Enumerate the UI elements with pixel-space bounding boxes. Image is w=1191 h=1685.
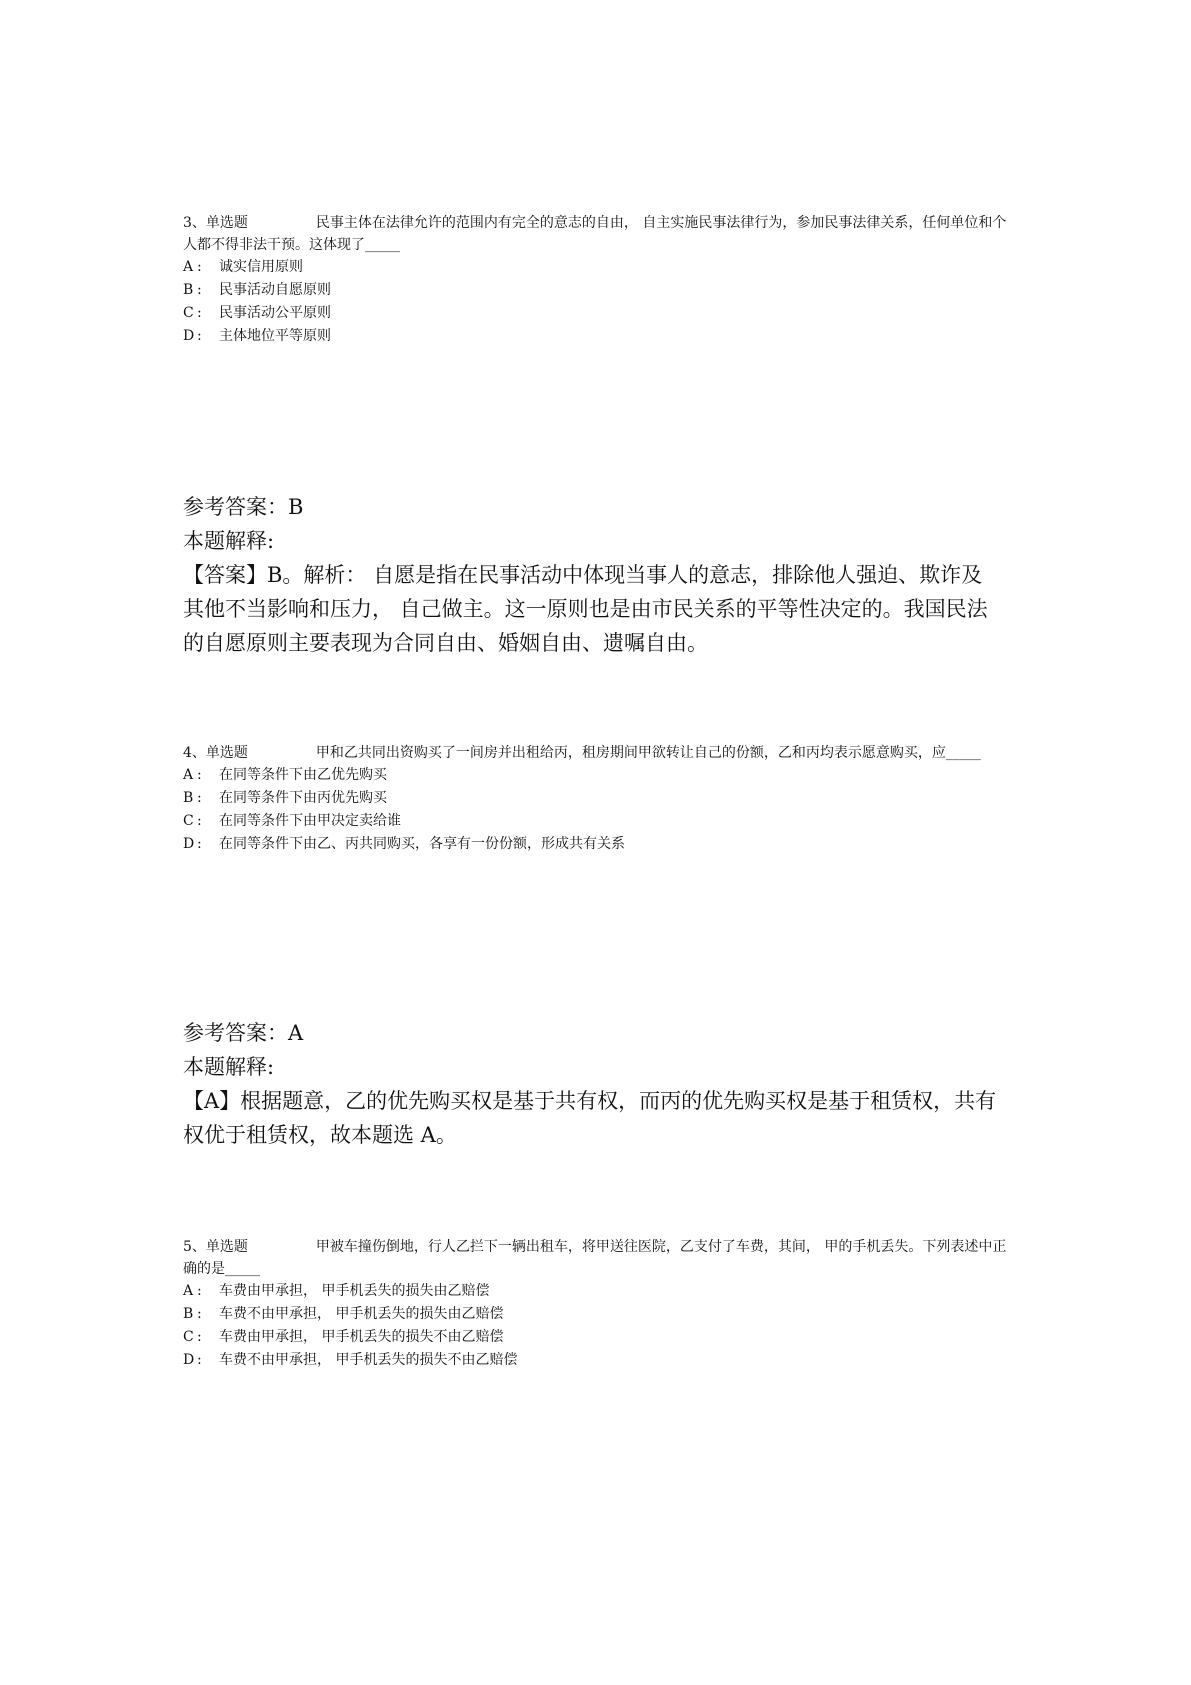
option-a <box>183 764 1013 787</box>
option-separator: : <box>197 282 202 298</box>
option-text: 主体地位平等原则 <box>219 328 331 344</box>
option-letter: D <box>183 328 195 344</box>
question-type: 单选题 <box>205 745 248 761</box>
option-text: 诚实信用原则 <box>219 259 303 275</box>
option-separator: : <box>197 790 202 806</box>
question-4 <box>183 742 1013 856</box>
reference-answer <box>183 1016 1013 1050</box>
option-a <box>183 256 1013 279</box>
question-3-header <box>183 212 1013 256</box>
answer-label: 参考答案： <box>183 1021 288 1045</box>
option-separator: : <box>197 813 202 829</box>
option-separator: : <box>197 1352 202 1368</box>
option-letter: C <box>183 813 194 829</box>
question-number: 5、 <box>183 1239 206 1255</box>
option-c <box>183 810 1013 833</box>
option-c <box>183 302 1013 325</box>
option-letter: B <box>183 1306 194 1322</box>
question-stem: 甲被车撞伤倒地，行人乙拦下一辆出租车，将甲送往医院，乙支付了车费，其间， 甲的手机丢失。下列表述中正确的是_____ <box>183 1239 1007 1277</box>
question-stem: 民事主体在法律允许的范围内有完全的意志的自由， 自主实施民事法律行为，参加民事法律关系，任何单位和个人都不得非法干预。这体现了_____ <box>183 215 1007 253</box>
option-letter: D <box>183 1352 195 1368</box>
question-type: 单选题 <box>205 1239 248 1255</box>
explanation-label: 本题解释: <box>183 529 275 553</box>
option-c <box>183 1326 1013 1349</box>
option-text: 在同等条件下由丙优先购买 <box>219 790 387 806</box>
option-letter: A <box>183 1283 194 1299</box>
reference-answer <box>183 490 1013 524</box>
option-letter: C <box>183 305 194 321</box>
option-d <box>183 833 1013 856</box>
answer-value: B <box>288 495 304 519</box>
option-letter: B <box>183 282 194 298</box>
question-stem: 甲和乙共同出资购买了一间房并出租给丙，租房期间甲欲转让自己的份额，乙和丙均表示愿意购买，应_____ <box>315 745 981 761</box>
option-letter: D <box>183 836 195 852</box>
question-type: 单选题 <box>205 215 248 231</box>
option-separator: : <box>197 1283 202 1299</box>
option-text: 民事活动自愿原则 <box>219 282 331 298</box>
option-separator: : <box>197 328 202 344</box>
explanation-text: 【A】根据题意，乙的优先购买权是基于共有权，而丙的优先购买权是基于租赁权，共有权优于租赁权，故本题选 A。 <box>183 1089 997 1147</box>
option-letter: A <box>183 767 194 783</box>
option-b <box>183 279 1013 302</box>
explanation-text: 【答案】B。解析： 自愿是指在民事活动中体现当事人的意志，排除他人强迫、欺诈及其他不当影响和压力， 自己做主。这一原则也是由市民关系的平等性决定的。我国民法的自愿原则主要表现为合同自由、婚姻自由、遗嘱自由。 <box>183 563 988 655</box>
answer-3 <box>183 490 1013 660</box>
question-number: 3、 <box>183 215 206 231</box>
option-letter: C <box>183 1329 194 1345</box>
question-number: 4、 <box>183 745 206 761</box>
option-separator: : <box>197 1306 202 1322</box>
option-a <box>183 1280 1013 1303</box>
option-b <box>183 787 1013 810</box>
option-separator: : <box>197 1329 202 1345</box>
answer-4 <box>183 1016 1013 1152</box>
question-5 <box>183 1236 1013 1372</box>
answer-value: A <box>288 1021 304 1045</box>
option-b <box>183 1303 1013 1326</box>
question-4-header <box>183 742 1013 764</box>
option-text: 在同等条件下由乙、丙共同购买，各享有一份份额，形成共有关系 <box>219 836 625 852</box>
option-d <box>183 325 1013 348</box>
option-separator: : <box>197 767 202 783</box>
option-separator: : <box>197 259 202 275</box>
explanation-label: 本题解释: <box>183 1055 275 1079</box>
option-letter: B <box>183 790 194 806</box>
question-5-header <box>183 1236 1013 1280</box>
option-letter: A <box>183 259 194 275</box>
option-text: 车费不由甲承担， 甲手机丢失的损失不由乙赔偿 <box>219 1352 518 1368</box>
answer-label: 参考答案： <box>183 495 288 519</box>
option-separator: : <box>197 305 202 321</box>
option-text: 车费不由甲承担， 甲手机丢失的损失由乙赔偿 <box>219 1306 504 1322</box>
option-text: 在同等条件下由甲决定卖给谁 <box>219 813 401 829</box>
option-text: 在同等条件下由乙优先购买 <box>219 767 387 783</box>
option-d <box>183 1349 1013 1372</box>
option-text: 车费由甲承担， 甲手机丢失的损失由乙赔偿 <box>219 1283 490 1299</box>
option-text: 车费由甲承担， 甲手机丢失的损失不由乙赔偿 <box>219 1329 504 1345</box>
option-text: 民事活动公平原则 <box>219 305 331 321</box>
question-3 <box>183 212 1013 348</box>
option-separator: : <box>197 836 202 852</box>
